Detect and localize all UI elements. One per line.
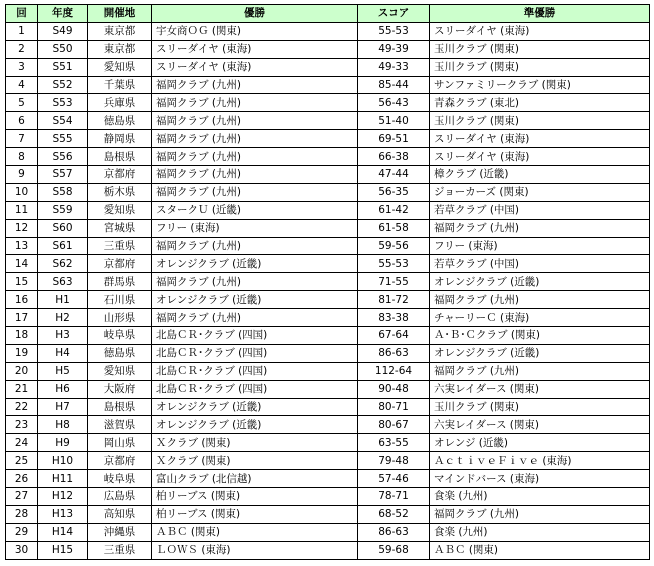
winner-cell: 福岡クラブ (九州)	[152, 183, 358, 201]
winner-cell: 福岡クラブ (九州)	[152, 76, 358, 94]
score-cell: 49-39	[358, 40, 430, 58]
table-row	[6, 416, 650, 434]
year-cell: S52	[38, 76, 88, 94]
year-cell: H3	[38, 327, 88, 345]
score-cell: 67-64	[358, 327, 430, 345]
runner-up-cell: ＡｃｔｉｖｅＦｉｖｅ (東海)	[430, 452, 650, 470]
winner-cell: ＬＯＷＳ (東海)	[152, 541, 358, 559]
runner-up-cell: フリー (東海)	[430, 237, 650, 255]
table-row	[6, 58, 650, 76]
runner-up-cell: 福岡クラブ (九州)	[430, 505, 650, 523]
year-cell: S59	[38, 201, 88, 219]
header-winner: 優勝	[152, 5, 358, 23]
venue-cell: 広島県	[88, 488, 152, 506]
runner-up-cell: 若草クラブ (中国)	[430, 255, 650, 273]
winner-cell: 福岡クラブ (九州)	[152, 130, 358, 148]
score-cell: 56-35	[358, 183, 430, 201]
winner-cell: 北島ＣＲ･クラブ (四国)	[152, 327, 358, 345]
venue-cell: 大阪府	[88, 380, 152, 398]
runner-up-cell: 福岡クラブ (九州)	[430, 362, 650, 380]
table-row	[6, 237, 650, 255]
header-round: 回	[6, 5, 38, 23]
winner-cell: Ｘクラブ (関東)	[152, 452, 358, 470]
winner-cell: フリー (東海)	[152, 219, 358, 237]
venue-cell: 千葉県	[88, 76, 152, 94]
winner-cell: オレンジクラブ (近畿)	[152, 398, 358, 416]
runner-up-cell: 福岡クラブ (九州)	[430, 291, 650, 309]
table-row	[6, 255, 650, 273]
round-cell: 25	[6, 452, 38, 470]
venue-cell: 愛知県	[88, 201, 152, 219]
header-year: 年度	[38, 5, 88, 23]
year-cell: S58	[38, 183, 88, 201]
year-cell: S62	[38, 255, 88, 273]
table-row	[6, 166, 650, 184]
round-cell: 27	[6, 488, 38, 506]
year-cell: H2	[38, 309, 88, 327]
score-cell: 86-63	[358, 344, 430, 362]
table-row	[6, 523, 650, 541]
winner-cell: 富山クラブ (北信越)	[152, 470, 358, 488]
score-cell: 80-67	[358, 416, 430, 434]
round-cell: 21	[6, 380, 38, 398]
year-cell: S55	[38, 130, 88, 148]
round-cell: 8	[6, 148, 38, 166]
year-cell: S51	[38, 58, 88, 76]
runner-up-cell: ジョーカーズ (関東)	[430, 183, 650, 201]
round-cell: 6	[6, 112, 38, 130]
winner-cell: 柏リーブス (関東)	[152, 505, 358, 523]
year-cell: H14	[38, 523, 88, 541]
round-cell: 9	[6, 166, 38, 184]
score-cell: 57-46	[358, 470, 430, 488]
round-cell: 10	[6, 183, 38, 201]
round-cell: 13	[6, 237, 38, 255]
year-cell: H6	[38, 380, 88, 398]
year-cell: H8	[38, 416, 88, 434]
winner-cell: 宇女商ＯＧ (関東)	[152, 22, 358, 40]
winner-cell: スタークＵ (近畿)	[152, 201, 358, 219]
winner-cell: 柏リーブス (関東)	[152, 488, 358, 506]
score-cell: 68-52	[358, 505, 430, 523]
runner-up-cell: スリーダイヤ (東海)	[430, 130, 650, 148]
venue-cell: 京都府	[88, 452, 152, 470]
venue-cell: 兵庫県	[88, 94, 152, 112]
results-table-container	[5, 4, 650, 560]
venue-cell: 徳島県	[88, 344, 152, 362]
year-cell: S53	[38, 94, 88, 112]
table-row	[6, 434, 650, 452]
runner-up-cell: 玉川クラブ (関東)	[430, 40, 650, 58]
winner-cell: Ｘクラブ (関東)	[152, 434, 358, 452]
round-cell: 18	[6, 327, 38, 345]
round-cell: 30	[6, 541, 38, 559]
year-cell: H15	[38, 541, 88, 559]
table-row	[6, 488, 650, 506]
round-cell: 4	[6, 76, 38, 94]
runner-up-cell: オレンジクラブ (近畿)	[430, 344, 650, 362]
winner-cell: スリーダイヤ (東海)	[152, 58, 358, 76]
venue-cell: 岐阜県	[88, 327, 152, 345]
runner-up-cell: ＡＢＣ (関東)	[430, 541, 650, 559]
winner-cell: 福岡クラブ (九州)	[152, 237, 358, 255]
venue-cell: 島根県	[88, 398, 152, 416]
table-row	[6, 541, 650, 559]
score-cell: 49-33	[358, 58, 430, 76]
venue-cell: 宮城県	[88, 219, 152, 237]
score-cell: 61-58	[358, 219, 430, 237]
table-row	[6, 76, 650, 94]
venue-cell: 愛知県	[88, 58, 152, 76]
score-cell: 79-48	[358, 452, 430, 470]
round-cell: 16	[6, 291, 38, 309]
score-cell: 55-53	[358, 22, 430, 40]
round-cell: 20	[6, 362, 38, 380]
venue-cell: 岐阜県	[88, 470, 152, 488]
venue-cell: 岡山県	[88, 434, 152, 452]
table-row	[6, 94, 650, 112]
table-row	[6, 148, 650, 166]
runner-up-cell: Ａ･Ｂ･Ｃクラブ (関東)	[430, 327, 650, 345]
round-cell: 29	[6, 523, 38, 541]
score-cell: 61-42	[358, 201, 430, 219]
year-cell: H12	[38, 488, 88, 506]
venue-cell: 高知県	[88, 505, 152, 523]
score-cell: 59-68	[358, 541, 430, 559]
round-cell: 5	[6, 94, 38, 112]
round-cell: 28	[6, 505, 38, 523]
runner-up-cell: チャーリーＣ (東海)	[430, 309, 650, 327]
winner-cell: 北島ＣＲ･クラブ (四国)	[152, 344, 358, 362]
table-row	[6, 40, 650, 58]
venue-cell: 山形県	[88, 309, 152, 327]
round-cell: 2	[6, 40, 38, 58]
score-cell: 71-55	[358, 273, 430, 291]
venue-cell: 石川県	[88, 291, 152, 309]
winner-cell: 北島ＣＲ･クラブ (四国)	[152, 362, 358, 380]
winner-cell: 福岡クラブ (九州)	[152, 309, 358, 327]
runner-up-cell: 玉川クラブ (関東)	[430, 112, 650, 130]
venue-cell: 三重県	[88, 237, 152, 255]
venue-cell: 東京都	[88, 40, 152, 58]
score-cell: 51-40	[358, 112, 430, 130]
runner-up-cell: 若草クラブ (中国)	[430, 201, 650, 219]
round-cell: 26	[6, 470, 38, 488]
round-cell: 3	[6, 58, 38, 76]
table-row	[6, 470, 650, 488]
venue-cell: 栃木県	[88, 183, 152, 201]
score-cell: 56-43	[358, 94, 430, 112]
year-cell: S49	[38, 22, 88, 40]
runner-up-cell: 食楽 (九州)	[430, 488, 650, 506]
score-cell: 63-55	[358, 434, 430, 452]
venue-cell: 島根県	[88, 148, 152, 166]
winner-cell: 福岡クラブ (九州)	[152, 148, 358, 166]
round-cell: 19	[6, 344, 38, 362]
round-cell: 15	[6, 273, 38, 291]
table-row	[6, 22, 650, 40]
winner-cell: 福岡クラブ (九州)	[152, 94, 358, 112]
runner-up-cell: 青森クラブ (東北)	[430, 94, 650, 112]
score-cell: 55-53	[358, 255, 430, 273]
header-venue: 開催地	[88, 5, 152, 23]
table-row	[6, 362, 650, 380]
runner-up-cell: オレンジクラブ (近畿)	[430, 273, 650, 291]
year-cell: S54	[38, 112, 88, 130]
round-cell: 22	[6, 398, 38, 416]
table-row	[6, 327, 650, 345]
round-cell: 11	[6, 201, 38, 219]
venue-cell: 東京都	[88, 22, 152, 40]
header-row	[6, 5, 650, 23]
venue-cell: 愛知県	[88, 362, 152, 380]
score-cell: 85-44	[358, 76, 430, 94]
year-cell: S60	[38, 219, 88, 237]
runner-up-cell: スリーダイヤ (東海)	[430, 22, 650, 40]
table-row	[6, 201, 650, 219]
runner-up-cell: オレンジ (近畿)	[430, 434, 650, 452]
year-cell: S61	[38, 237, 88, 255]
winner-cell: 福岡クラブ (九州)	[152, 273, 358, 291]
score-cell: 83-38	[358, 309, 430, 327]
round-cell: 17	[6, 309, 38, 327]
round-cell: 14	[6, 255, 38, 273]
runner-up-cell: スリーダイヤ (東海)	[430, 148, 650, 166]
venue-cell: 三重県	[88, 541, 152, 559]
score-cell: 80-71	[358, 398, 430, 416]
year-cell: H7	[38, 398, 88, 416]
header-score: スコア	[358, 5, 430, 23]
score-cell: 69-51	[358, 130, 430, 148]
winner-cell: スリーダイヤ (東海)	[152, 40, 358, 58]
results-table	[5, 4, 650, 560]
year-cell: S56	[38, 148, 88, 166]
runner-up-cell: 玉川クラブ (関東)	[430, 58, 650, 76]
winner-cell: オレンジクラブ (近畿)	[152, 416, 358, 434]
winner-cell: ＡＢＣ (関東)	[152, 523, 358, 541]
table-row	[6, 452, 650, 470]
year-cell: S57	[38, 166, 88, 184]
runner-up-cell: 樟クラブ (近畿)	[430, 166, 650, 184]
year-cell: H1	[38, 291, 88, 309]
runner-up-cell: サンファミリークラブ (関東)	[430, 76, 650, 94]
year-cell: H13	[38, 505, 88, 523]
year-cell: S50	[38, 40, 88, 58]
table-row	[6, 130, 650, 148]
venue-cell: 静岡県	[88, 130, 152, 148]
winner-cell: 福岡クラブ (九州)	[152, 112, 358, 130]
venue-cell: 滋賀県	[88, 416, 152, 434]
winner-cell: オレンジクラブ (近畿)	[152, 255, 358, 273]
table-row	[6, 398, 650, 416]
winner-cell: 北島ＣＲ･クラブ (四国)	[152, 380, 358, 398]
score-cell: 81-72	[358, 291, 430, 309]
score-cell: 90-48	[358, 380, 430, 398]
runner-up-cell: 六実レイダース (関東)	[430, 380, 650, 398]
score-cell: 78-71	[358, 488, 430, 506]
runner-up-cell: マインドバース (東海)	[430, 470, 650, 488]
results-body	[6, 22, 650, 559]
year-cell: H4	[38, 344, 88, 362]
round-cell: 12	[6, 219, 38, 237]
score-cell: 86-63	[358, 523, 430, 541]
table-row	[6, 183, 650, 201]
venue-cell: 徳島県	[88, 112, 152, 130]
year-cell: H9	[38, 434, 88, 452]
round-cell: 7	[6, 130, 38, 148]
table-row	[6, 344, 650, 362]
year-cell: S63	[38, 273, 88, 291]
table-row	[6, 309, 650, 327]
score-cell: 66-38	[358, 148, 430, 166]
table-row	[6, 112, 650, 130]
round-cell: 24	[6, 434, 38, 452]
runner-up-cell: 六実レイダース (関東)	[430, 416, 650, 434]
table-row	[6, 291, 650, 309]
table-row	[6, 219, 650, 237]
runner-up-cell: 食楽 (九州)	[430, 523, 650, 541]
venue-cell: 京都府	[88, 255, 152, 273]
year-cell: H11	[38, 470, 88, 488]
venue-cell: 沖縄県	[88, 523, 152, 541]
winner-cell: 福岡クラブ (九州)	[152, 166, 358, 184]
score-cell: 47-44	[358, 166, 430, 184]
venue-cell: 群馬県	[88, 273, 152, 291]
runner-up-cell: 福岡クラブ (九州)	[430, 219, 650, 237]
year-cell: H10	[38, 452, 88, 470]
header-runner-up: 準優勝	[430, 5, 650, 23]
score-cell: 59-56	[358, 237, 430, 255]
winner-cell: オレンジクラブ (近畿)	[152, 291, 358, 309]
table-row	[6, 380, 650, 398]
score-cell: 112-64	[358, 362, 430, 380]
table-row	[6, 273, 650, 291]
round-cell: 23	[6, 416, 38, 434]
runner-up-cell: 玉川クラブ (関東)	[430, 398, 650, 416]
year-cell: H5	[38, 362, 88, 380]
venue-cell: 京都府	[88, 166, 152, 184]
round-cell: 1	[6, 22, 38, 40]
table-row	[6, 505, 650, 523]
